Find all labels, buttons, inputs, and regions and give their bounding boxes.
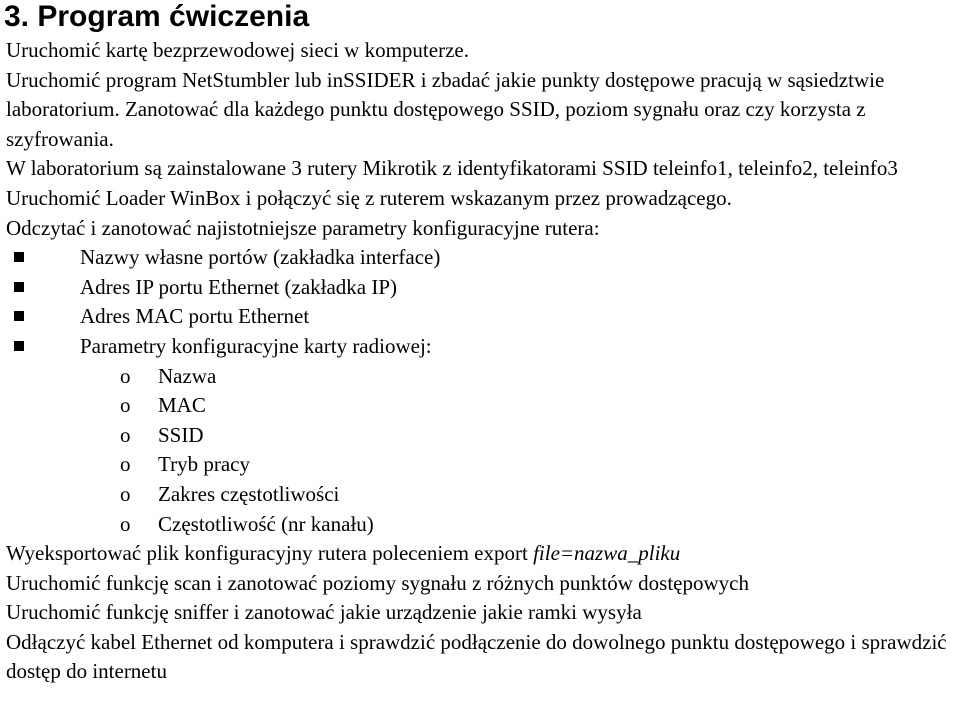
sub-bullet-text: Tryb pracy <box>158 452 250 477</box>
circle-bullet-marker: o <box>120 422 131 447</box>
export-command: file=nazwa_pliku <box>533 541 681 566</box>
sub-bullet-text: Zakres częstotliwości <box>158 481 340 506</box>
sub-bullet-item <box>6 450 956 480</box>
sub-bullet-item <box>6 480 956 510</box>
sub-bullet-text: SSID <box>158 422 204 447</box>
sub-bullet-text: Częstotliwość (nr kanału) <box>158 511 374 536</box>
paragraph-sniffer-function: Uruchomić funkcję sniffer i zanotować jakie urządzenie jakie ramki wysyła <box>6 600 642 625</box>
paragraph-read-parameters: Odczytać i zanotować najistotniejsze parametry konfiguracyjne rutera: <box>6 215 600 240</box>
circle-bullet-marker: o <box>120 393 131 418</box>
bullet-item <box>6 243 956 273</box>
circle-bullet-marker: o <box>120 481 131 506</box>
square-bullet-icon <box>14 282 24 292</box>
sub-bullet-item <box>6 510 956 540</box>
circle-bullet-marker: o <box>120 511 131 536</box>
exercise-content <box>6 36 956 687</box>
bullet-text: Parametry konfiguracyjne karty radiowej: <box>80 333 432 358</box>
bullet-text: Nazwy własne portów (zakładka interface) <box>80 245 441 270</box>
circle-bullet-marker: o <box>120 452 131 477</box>
paragraph-winbox: Uruchomić Loader WinBox i połączyć się z ruterem wskazanym przez prowadzącego. <box>6 185 732 210</box>
sub-bullet-text: MAC <box>158 393 206 418</box>
sub-bullet-item <box>6 362 956 392</box>
square-bullet-icon <box>14 311 24 321</box>
sub-bullet-item <box>6 421 956 451</box>
bullet-item <box>6 273 956 303</box>
paragraph-disconnect-ethernet: Odłączyć kabel Ethernet od komputera i sprawdzić podłączenie do dowolnego punktu dostępowego i sprawdzić dostęp do internetu <box>6 629 947 684</box>
section-title: 3. Program ćwiczenia <box>4 0 310 33</box>
bullet-item <box>6 332 956 362</box>
square-bullet-icon <box>14 341 24 351</box>
bullet-text: Adres IP portu Ethernet (zakładka IP) <box>80 274 398 299</box>
paragraph-enable-wifi: Uruchomić kartę bezprzewodowej sieci w komputerze. <box>6 38 469 62</box>
sub-bullet-item <box>6 391 956 421</box>
paragraph-routers-info: W laboratorium są zainstalowane 3 rutery Mikrotik z identyfikatorami SSID teleinfo1, teleinfo2, teleinfo3 <box>6 156 898 181</box>
paragraph-scan-access-points: Uruchomić program NetStumbler lub inSSIDER i zbadać jakie punkty dostępowe pracują w sąsiedztwie laboratorium. Zanotować dla każdego punktu dostępowego SSID, poziom sygnału oraz czy korzysta z szyfrowania. <box>6 67 885 151</box>
sub-bullet-text: Nazwa <box>158 363 217 388</box>
bullet-item <box>6 302 956 332</box>
bullet-text: Adres MAC portu Ethernet <box>80 304 310 329</box>
circle-bullet-marker: o <box>120 363 131 388</box>
export-text: Wyeksportować plik konfiguracyjny rutera poleceniem export <box>6 541 534 566</box>
square-bullet-icon <box>14 252 24 262</box>
paragraph-export-config <box>6 539 956 569</box>
paragraph-scan-function: Uruchomić funkcję scan i zanotować poziomy sygnału z różnych punktów dostępowych <box>6 570 749 595</box>
